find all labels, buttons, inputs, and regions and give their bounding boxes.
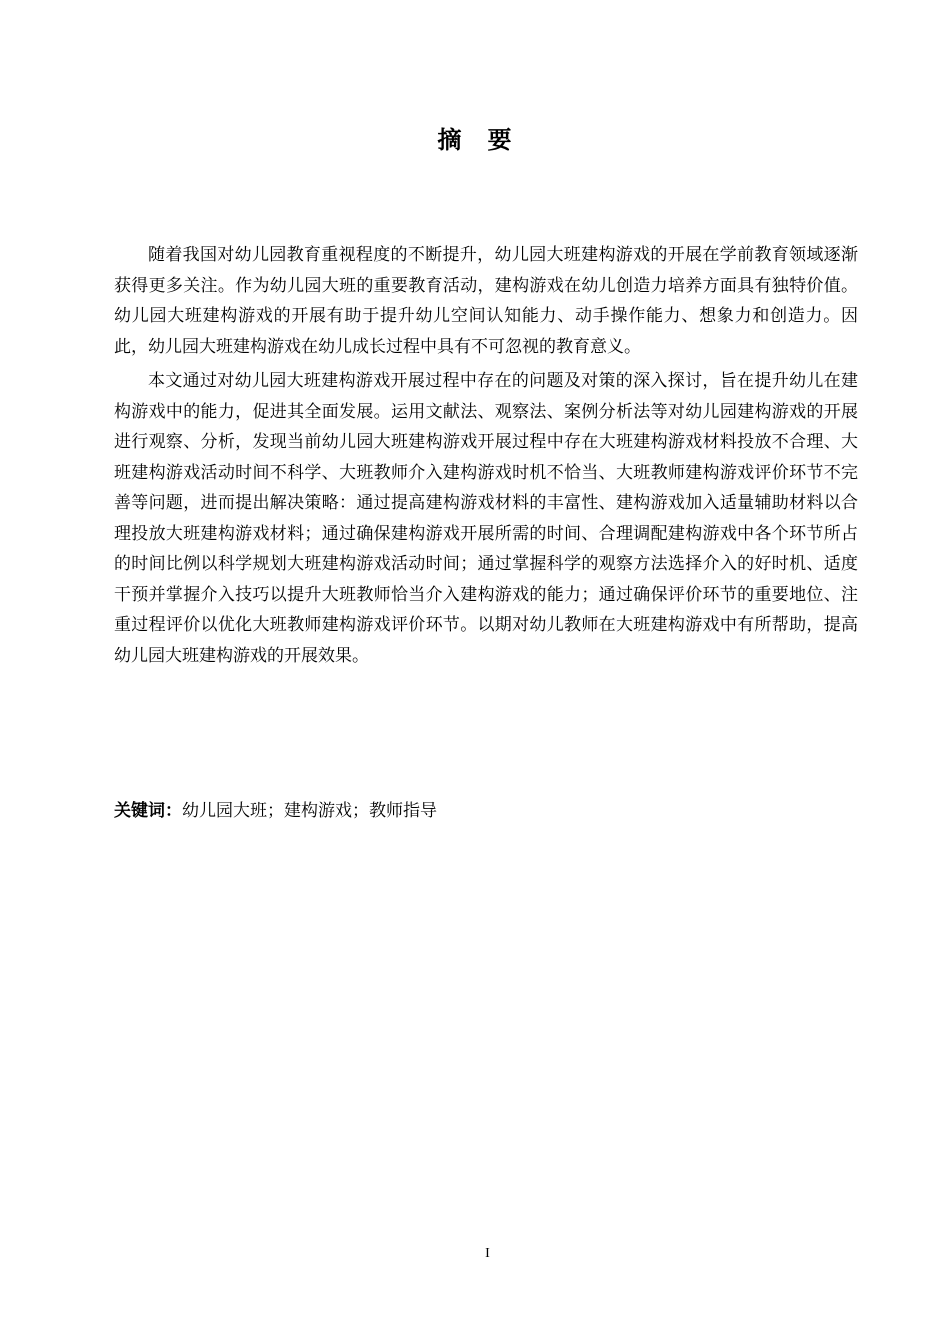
abstract-body	[114, 240, 858, 671]
keywords-line	[114, 796, 858, 826]
keywords-label: 关键词：	[114, 801, 182, 821]
page-title: 摘要	[437, 126, 538, 154]
abstract-paragraph-1: 随着我国对幼儿园教育重视程度的不断提升，幼儿园大班建构游戏的开展在学前教育领域逐渐获得更多关注。作为幼儿园大班的重要教育活动，建构游戏在幼儿创造力培养方面具有独特价值。幼儿园大班建构游戏的开展有助于提升幼儿空间认知能力、动手操作能力、想象力和创造力。因此，幼儿园大班建构游戏在幼儿成长过程中具有不可忽视的教育意义。	[114, 245, 858, 357]
abstract-paragraph-2: 本文通过对幼儿园大班建构游戏开展过程中存在的问题及对策的深入探讨，旨在提升幼儿在建构游戏中的能力，促进其全面发展。运用文献法、观察法、案例分析法等对幼儿园建构游戏的开展进行观察、分析，发现当前幼儿园大班建构游戏开展过程中存在大班建构游戏材料投放不合理、大班建构游戏活动时间不科学、大班教师介入建构游戏时机不恰当、大班教师建构游戏评价环节不完善等问题，进而提出解决策略：通过提高建构游戏材料的丰富性、建构游戏加入适量辅助材料以合理投放大班建构游戏材料；通过确保建构游戏开展所需的时间、合理调配建构游戏中各个环节所占的时间比例以科学规划大班建构游戏活动时间；通过掌握科学的观察方法选择介入的好时机、适度干预并掌握介入技巧以提升大班教师恰当介入建构游戏的能力；通过确保评价环节的重要地位、注重过程评价以优化大班教师建构游戏评价环节。以期对幼儿教师在大班建构游戏中有所帮助，提高幼儿园大班建构游戏的开展效果。	[114, 371, 858, 666]
page-number: I	[485, 1246, 490, 1261]
keywords-values: 幼儿园大班；建构游戏；教师指导	[182, 801, 437, 821]
